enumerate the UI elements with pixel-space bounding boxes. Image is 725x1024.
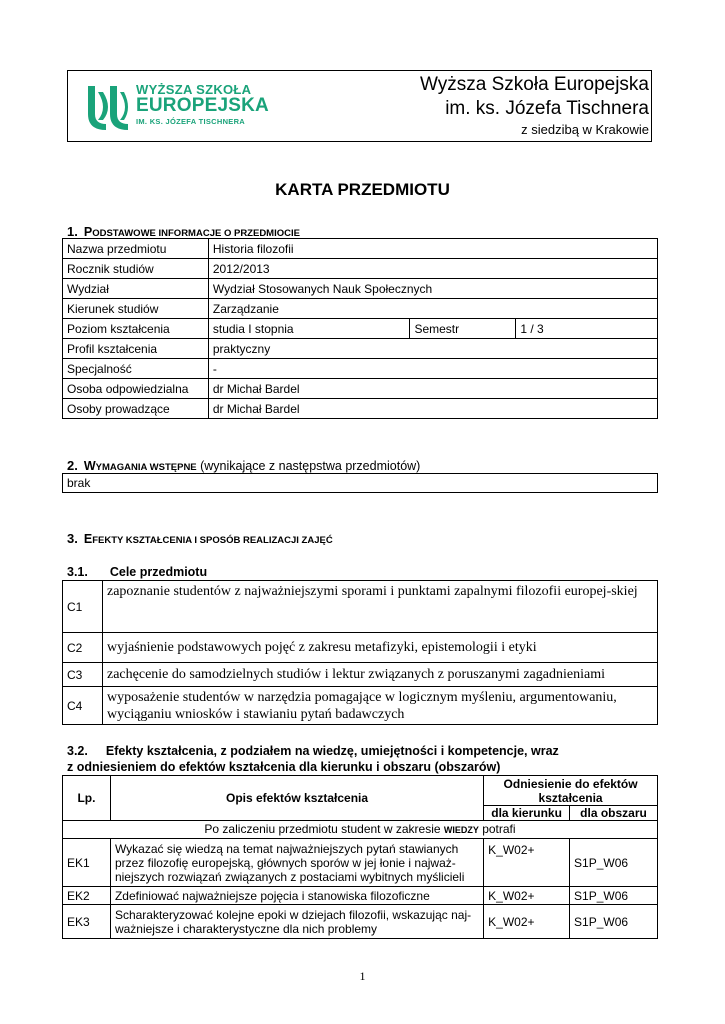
col-header-lp: Lp. — [63, 776, 111, 821]
table-row: C2 wyjaśnienie podstawowych pojęć z zakresu metafizyki, epistemologii i etyki — [63, 633, 658, 663]
table-row: Specjalność - — [63, 359, 658, 379]
institution-seat: z siedzibą w Krakowie — [521, 122, 649, 137]
table-row: C1 zapoznanie studentów z najważniejszymi sporami i punktami zapalnymi filozofii europej-skiej — [63, 581, 658, 633]
section-1-heading: 1. PODSTAWOWE INFORMACJE O PRZEDMIOCIE — [67, 224, 300, 239]
page-number: 1 — [359, 969, 366, 983]
logo-line1: WYŻSZA SZKOŁA — [136, 82, 252, 97]
table-row: Poziom kształcenia studia I stopnia Semestr 1 / 3 — [63, 319, 658, 339]
table-row: Osoby prowadzące dr Michał Bardel — [63, 399, 658, 419]
section-3-2-heading: 3.2. Efekty kształcenia, z podziałem na wiedzę, umiejętności i kompetencje, wraz — [67, 744, 559, 758]
institution-name: Wyższa Szkoła Europejska — [420, 74, 649, 95]
col-header-obszar: dla obszaru — [570, 806, 658, 821]
table-row: Rocznik studiów 2012/2013 — [63, 259, 658, 279]
table-row: C4 wyposażenie studentów w narzędzia pomagające w logicznym myśleniu, argumentowaniu, wyciąganiu wniosków i stawianiu pytań badawczych — [63, 687, 658, 725]
table-row: EK1 Wykazać się wiedzą na temat najważniejszych pytań stawianych przez filozofię europejską, głównych sporów w jej łonie i najważ-niejszych rozwiązań związanych z postaciami wybitnych myślicieli K_W02+ S1P_W06 — [63, 839, 658, 887]
table-subheader-row: Po zaliczeniu przedmiotu student w zakresie WIEDZY potrafi — [63, 821, 658, 839]
col-header-kierunek: dla kierunku — [484, 806, 570, 821]
school-logo — [84, 82, 269, 134]
objectives-table — [62, 580, 658, 725]
table-row: EK2 Zdefiniować najważniejsze pojęcia i stanowiska filozoficzne K_W02+ S1P_W06 — [63, 887, 658, 905]
section-3-1-heading: 3.1. Cele przedmiotu — [67, 565, 208, 579]
table-row: Osoba odpowiedzialna dr Michał Bardel — [63, 379, 658, 399]
table-header-row — [63, 776, 658, 806]
col-header-opis: Opis efektów kształcenia — [110, 776, 483, 821]
institution-patron: im. ks. Józefa Tischnera — [445, 98, 649, 119]
section-3-heading: 3. EFEKTY KSZTAŁCENIA I SPOSÓB REALIZACJI ZAJĘĆ — [67, 531, 333, 546]
table-row: C3 zachęcenie do samodzielnych studiów i lektur związanych z poruszanymi zagadnieniami — [63, 663, 658, 687]
section-2-heading: 2. WYMAGANIA WSTĘPNE (wynikające z następstwa przedmiotów) — [67, 458, 421, 473]
table-row: Kierunek studiów Zarządzanie — [63, 299, 658, 319]
section-3-2-heading-line2: z odniesieniem do efektów kształcenia dla kierunku i obszaru (obszarów) — [67, 760, 501, 774]
table-row: brak — [63, 474, 658, 493]
prerequisites-table — [62, 473, 658, 493]
table-row: Profil kształcenia praktyczny — [63, 339, 658, 359]
table-row: Wydział Wydział Stosowanych Nauk Społecznych — [63, 279, 658, 299]
basic-info-table — [62, 238, 658, 419]
logo-icon — [84, 84, 132, 130]
learning-outcomes-table — [62, 775, 658, 939]
document-title: KARTA PRZEDMIOTU — [275, 180, 450, 199]
table-row: EK3 Scharakteryzować kolejne epoki w dziejach filozofii, wskazując naj-ważniejsze i charakterystyczne dla nich problemy K_W02+ S1P_W06 — [63, 905, 658, 939]
table-row: Nazwa przedmiotu Historia filozofii — [63, 239, 658, 259]
logo-line2: EUROPEJSKA — [136, 95, 269, 116]
col-header-odniesienie: Odniesienie do efektów kształcenia — [484, 776, 658, 806]
logo-line3: IM. KS. JÓZEFA TISCHNERA — [136, 117, 246, 126]
